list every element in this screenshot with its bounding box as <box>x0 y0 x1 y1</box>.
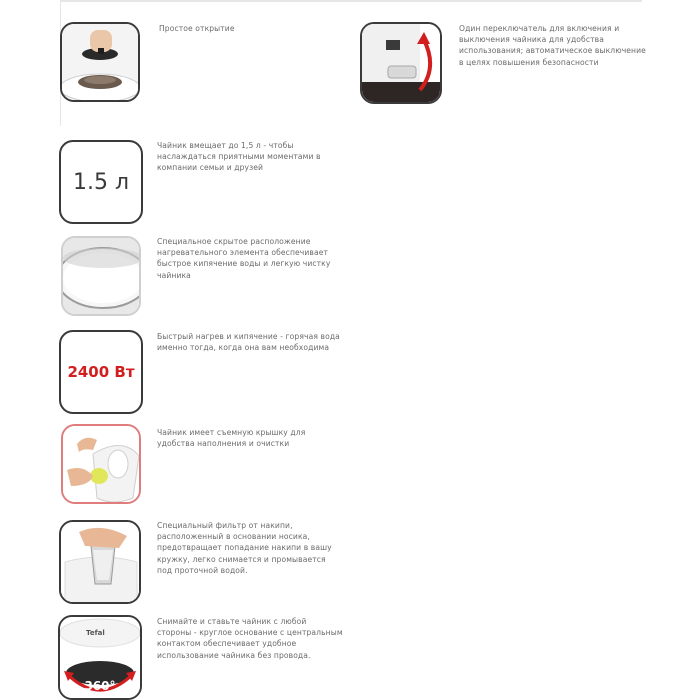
rotation-label: 360° <box>84 679 116 693</box>
removable-lid-icon <box>61 424 141 504</box>
lid-open-icon <box>60 22 140 102</box>
top-divider <box>60 0 642 2</box>
rotating-base-icon <box>58 615 142 700</box>
filter-icon <box>59 520 141 604</box>
capacity-label: 1.5 л <box>72 169 130 195</box>
feature-base-text: Снимайте и ставьте чайник с любой стороны - круглое основание с центральным контактом обеспечивает удобное использование чайника без провода. <box>157 617 343 660</box>
capacity-icon <box>59 140 143 224</box>
feature-capacity-text: Чайник вмещает до 1,5 л - чтобы наслаждаться приятными моментами в компании семьи и друзей <box>157 141 321 173</box>
feature-lid-text: Чайник имеет съемную крышку для удобства наполнения и очистки <box>157 428 306 449</box>
feature-open-text: Простое открытие <box>159 24 235 33</box>
feature-power-text: Быстрый нагрев и кипячение - горячая вода именно тогда, когда она вам необходима <box>157 332 340 353</box>
feature-switch-text: Один переключатель для включения и выключения чайника для удобства использования; автоматическое выключение в целях повышения безопасности <box>459 24 646 67</box>
power-switch-icon <box>360 22 442 104</box>
power-icon <box>59 330 143 414</box>
feature-filter-text: Специальный фильтр от накипи, расположенный в основании носика, предотвращает попадание накипи в вашу кружку, легко снимается и промывается под проточной водой. <box>157 521 332 575</box>
hidden-element-icon <box>61 236 141 316</box>
brand-logo: Tefal <box>86 629 105 637</box>
power-label: 2400 Вт <box>67 363 135 381</box>
feature-element-text: Специальное скрытое расположение нагревательного элемента обеспечивает быстрое кипячение воды и легкую чистку чайника <box>157 237 331 280</box>
